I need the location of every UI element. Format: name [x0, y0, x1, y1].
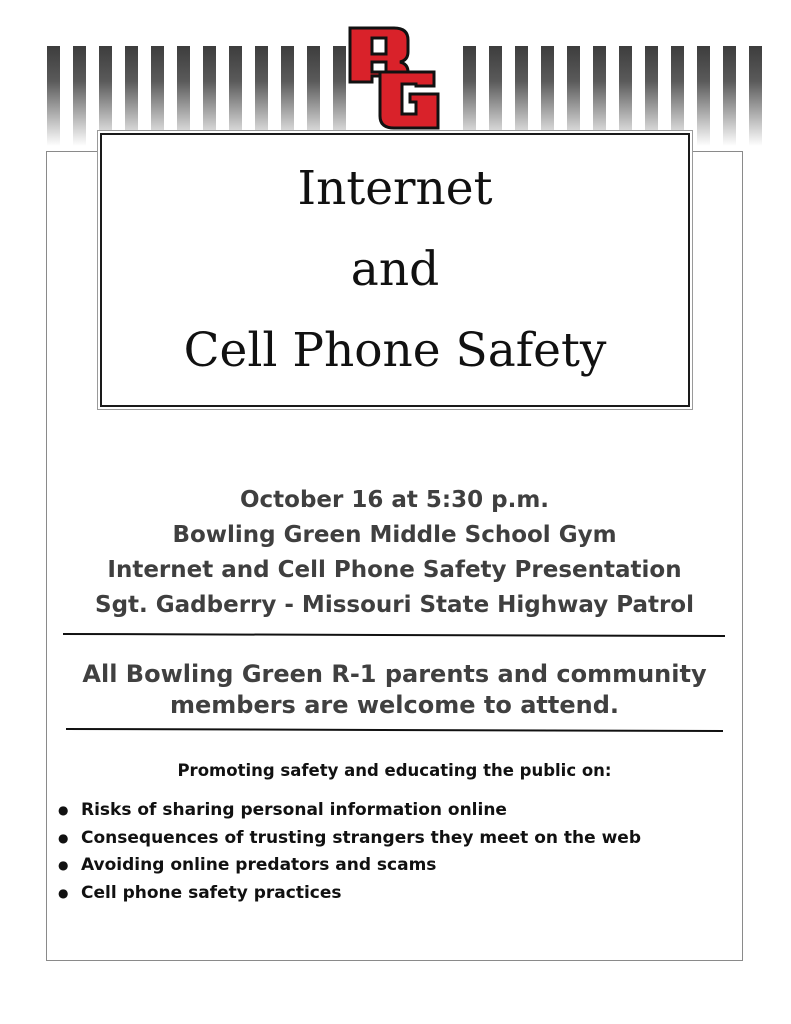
list-item [58, 880, 641, 908]
list-item [58, 852, 641, 880]
topic-label: Avoiding online predators and scams [81, 855, 437, 875]
title-box [100, 133, 690, 407]
event-date-time: October 16 at 5:30 p.m. [239, 487, 550, 513]
topic-label: Cell phone safety practices [81, 882, 342, 903]
event-location: Bowling Green Middle School Gym [172, 522, 617, 548]
stripe [593, 46, 606, 146]
stripe [177, 46, 190, 146]
stripe [515, 46, 528, 146]
list-item [58, 797, 641, 825]
stripe [697, 46, 710, 146]
topic-label: Risks of sharing personal information online [81, 800, 507, 820]
promo-heading: Promoting safety and educating the public on: [177, 761, 612, 780]
bullet-icon: ● [58, 858, 69, 872]
list-item [58, 825, 641, 853]
stripe [463, 46, 476, 146]
stripe [229, 46, 242, 146]
bullet-icon: ● [58, 830, 69, 845]
stripe [619, 46, 632, 146]
stripe [723, 46, 736, 146]
stripe [567, 46, 580, 146]
welcome-line-2: members are welcome to attend. [169, 691, 620, 719]
topic-list [58, 797, 641, 907]
stripe [671, 46, 684, 146]
welcome-line-1: All Bowling Green R-1 parents and community [82, 660, 707, 688]
stripe [255, 46, 268, 146]
topic-label: Consequences of trusting strangers they meet on the web [81, 827, 642, 848]
stripe [73, 46, 86, 146]
event-presentation: Internet and Cell Phone Safety Presentation [107, 557, 682, 583]
stripe [307, 46, 320, 146]
stripe [333, 46, 346, 146]
title-line-cell-phone-safety: Cell Phone Safety [183, 323, 607, 378]
event-speaker: Sgt. Gadberry - Missouri State Highway Patrol [95, 592, 694, 618]
stripe [749, 46, 762, 146]
stripe [151, 46, 164, 146]
bg-school-logo [346, 26, 442, 130]
stripe [99, 46, 112, 146]
bullet-icon: ● [58, 885, 69, 900]
title-line-and: and [350, 242, 440, 297]
stripe [489, 46, 502, 146]
stripe [281, 46, 294, 146]
stripe [47, 46, 60, 146]
stripe [645, 46, 658, 146]
bullet-icon: ● [58, 803, 69, 817]
stripe [125, 46, 138, 146]
stripe [203, 46, 216, 146]
stripe [541, 46, 554, 146]
title-line-internet: Internet [297, 161, 493, 216]
